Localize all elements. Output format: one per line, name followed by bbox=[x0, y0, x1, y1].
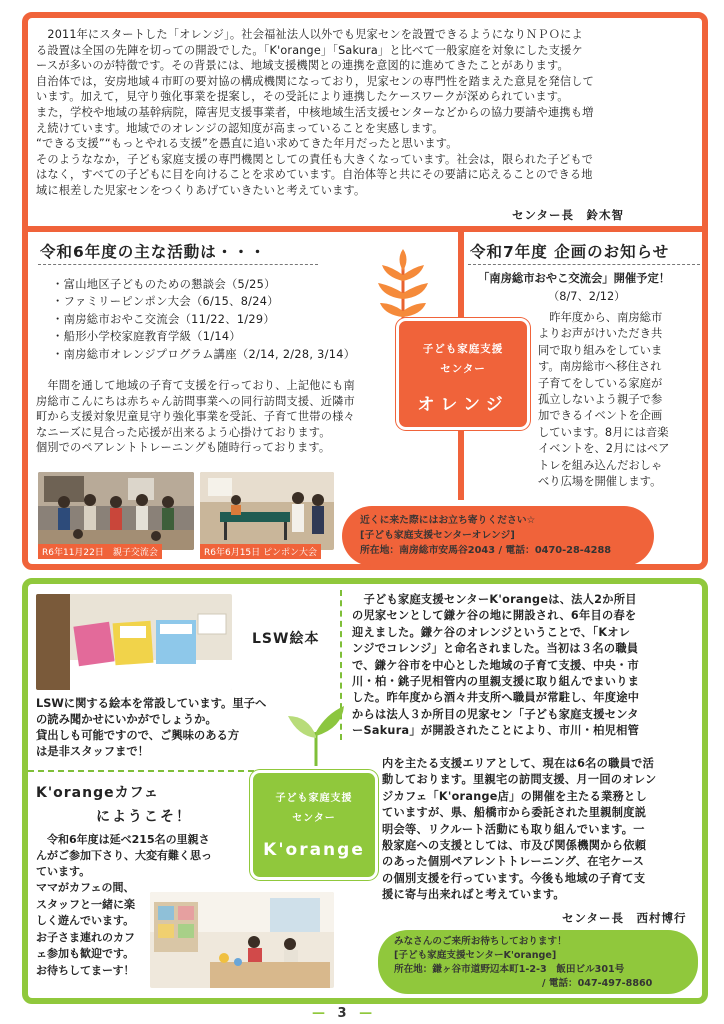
badge-line-1: 子ども家庭支援 bbox=[275, 793, 353, 804]
plan-event-title: 「南房総市おやこ交流会」開催予定！ bbox=[478, 272, 671, 285]
lsw-picture-books-photo bbox=[36, 594, 232, 690]
page-number-dash-right: — bbox=[359, 1006, 377, 1021]
plan-body-line: す。南房総市へ移住され bbox=[538, 360, 662, 374]
plan-body-line: よりお声がけいただき共 bbox=[538, 327, 663, 341]
activities-body-line: 房総市こんにちは赤ちゃん訪問事業への同行訪問支援、近隣市 bbox=[36, 394, 355, 408]
activities-heading-rule bbox=[38, 264, 318, 265]
korange-director-signature: センター長 西村博行 bbox=[562, 911, 687, 925]
plan-body-line: 昨年度から、南房総市 bbox=[538, 311, 663, 324]
plan-body-line: トレを組み込んだおしゃ bbox=[538, 458, 663, 472]
orange-horizontal-divider bbox=[28, 226, 702, 232]
orange-center-badge bbox=[396, 318, 530, 430]
pingpong-tournament-photo bbox=[200, 472, 334, 550]
korange-body-line: 川・柏・銚子児相管内の里親支援に取り組んでまいりま bbox=[352, 675, 640, 689]
badge-line-2: センター bbox=[440, 363, 486, 375]
badge-center-name: K'orange bbox=[263, 840, 365, 860]
korange-body-line: ンジでコレンジ」と命名されました。当初は３名の職員 bbox=[352, 642, 639, 656]
plan-body-line: イベントを、2月にはペア bbox=[538, 442, 670, 456]
list-item: ・南房総市おやこ交流会（11/22、1/29） bbox=[52, 312, 275, 326]
plan-body-line: 孤立しないよう親子で参 bbox=[538, 393, 663, 407]
green-horizontal-divider bbox=[28, 770, 274, 772]
cafe-side-line: スタッフと一緒に楽 bbox=[36, 897, 135, 911]
contact-line: 所在地：鎌ヶ谷市道野辺本町1-2-3 飯田ビル301号 bbox=[394, 964, 625, 975]
activities-body-line: 年間を通して地域の子育て支援を行っており、上記他にも南 bbox=[36, 379, 355, 392]
korange-contact-box bbox=[378, 930, 698, 994]
lsw-body-line: 貸出しも可能ですので、ご興味のある方 bbox=[36, 729, 240, 742]
plan-body-line: 同で取り組みをしていま bbox=[538, 343, 663, 357]
korange-body-line: ジカフェ「K'orange店」の開催を主たる業務とし bbox=[382, 789, 648, 803]
plan-body-line: 子育てをしている家庭が bbox=[538, 376, 663, 390]
cafe-side-line: しく遊んでいます。 bbox=[36, 914, 135, 927]
cafe-side-line: お待ちしてまーす！ bbox=[36, 963, 135, 977]
korange-body-line: した。昨年度から酒々井支所へ職員が常駐し、年度途中 bbox=[352, 691, 640, 705]
cafe-side-text bbox=[36, 880, 146, 979]
plan-body-line: べり広場を開催します。 bbox=[538, 475, 662, 489]
activities-body-line: 町から支援対象児童見守り強化事業を受託、子育て世帯の様々 bbox=[36, 410, 355, 424]
korange-body-line: ていますが、県、船橋市から委託された里親制度説 bbox=[382, 806, 647, 820]
badge-center-name: オレンジ bbox=[417, 395, 509, 415]
cafe-side-line: お子さま連れのカフ bbox=[36, 930, 135, 944]
korange-body-line: 迎えました。鎌ケ谷のオレンジということで、「Kオレ bbox=[352, 625, 631, 639]
korange-body-line: からは法人３か所目の児家セン「子ども家庭支援センタ bbox=[352, 707, 639, 721]
korange-body-line: で、鎌ケ谷市を中心とした地域の子育て支援、中央・市 bbox=[352, 658, 639, 672]
plan-heading-rule bbox=[468, 264, 700, 265]
activities-list bbox=[52, 276, 355, 363]
plan-body-text bbox=[538, 310, 698, 490]
list-item: ・南房総市オレンジプログラム講座（2/14, 2/28, 3/14） bbox=[52, 347, 356, 361]
contact-line: / 電話：047-497-8860 bbox=[542, 978, 653, 989]
photo-caption: R6年11月22日 親子交流会 bbox=[38, 544, 162, 559]
korange-body-line: ーSakura」が開設されたことにより、市川・柏児相管 bbox=[352, 724, 640, 738]
cafe-body-line: んがご参加下さり、大変有難く思っ bbox=[36, 849, 212, 862]
list-item: ・船形小学校家庭教育学級（1/14） bbox=[52, 330, 241, 344]
orange-director-signature: センター長 鈴木智 bbox=[512, 208, 625, 222]
korange-body-line: 動しております。里親宅の訪問支援、月一回のオレン bbox=[382, 773, 657, 787]
intro-line: 2011年にスタートした「オレンジ」。社会福祉法人以外でも児家センを設置できるようになりＮＰＯによ bbox=[36, 28, 583, 41]
intro-line: “できる支援”“もっとやれる支援”を愚直に追い求めてきた年月だったと思います。 bbox=[36, 137, 458, 151]
contact-line: みなさんのご来所お待ちしております！ bbox=[394, 936, 567, 947]
activities-heading: 令和6年度の主な活動は・・・ bbox=[40, 243, 267, 261]
orange-contact-box bbox=[342, 506, 654, 566]
contact-line: [子ども家庭支援センターオレンジ] bbox=[360, 530, 515, 541]
intro-line: る設置は全国の先陣を切っての開設でした。「K'orange」「Sakura」と比べて一般家庭を対象にした支援ケ bbox=[36, 43, 583, 57]
contact-line: 所在地：南房総市安馬谷2043 / 電話：0470-28-4288 bbox=[360, 545, 612, 556]
korange-body-line: の児家センとして鎌ケ谷の地に開設され、6年目の春を bbox=[352, 609, 637, 623]
intro-line: 域に根差した児家センをつくりあげていきたいと考えています。 bbox=[36, 183, 366, 197]
korange-body-line: 援に寄与出来ればと考えています。 bbox=[382, 888, 565, 902]
cafe-side-line: ママがカフェの間、 bbox=[36, 881, 135, 894]
list-item: ・ファミリーピンポン大会（6/15、8/24） bbox=[52, 295, 279, 309]
orange-intro-text bbox=[36, 27, 692, 199]
intro-line: え続けています。地域でのオレンジの認知度が高まっていることを実感します。 bbox=[36, 121, 444, 135]
intro-line: そのようななか，子ども家庭支援の専門機関としての責任も大きくなっています。社会は，限られた子どもで bbox=[36, 152, 594, 166]
korange-body-line: 明会等、リクルート活動にも取り組んでいます。一 bbox=[382, 822, 645, 836]
badge-line-2: センター bbox=[292, 813, 336, 824]
leaf-sprout-icon bbox=[286, 702, 346, 766]
lsw-body-line: LSWに関する絵本を常設しています。里子へ bbox=[36, 697, 267, 710]
badge-line-1: 子ども家庭支援 bbox=[422, 343, 504, 355]
plan-body-line: 加できるイベントを企画 bbox=[538, 409, 663, 423]
list-item: ・富山地区子どものための懇談会（5/25） bbox=[52, 278, 276, 291]
plan-body-line: しています。8月には音楽 bbox=[538, 425, 669, 439]
plan-heading: 令和7年度 企画のお知らせ bbox=[470, 243, 670, 261]
activities-body-text bbox=[36, 378, 376, 456]
page-number-value: 3 bbox=[337, 1006, 351, 1021]
cafe-heading-line-2: にようこそ！ bbox=[96, 809, 192, 825]
intro-line: はなく，すべての子どもに目を向けることを求めています。自治体等と共にその要請に応えることのできる地 bbox=[36, 168, 593, 182]
korange-body-line: の個別支援を行っています。今後も地域の子育て支 bbox=[382, 871, 646, 885]
cafe-heading-line-1: K'orangeカフェ bbox=[36, 785, 159, 801]
korange-body-line: 子ども家庭支援センターK'orangeは、法人2か所目 bbox=[352, 593, 637, 606]
contact-line: [子ども家庭支援センターK'orange] bbox=[394, 950, 557, 961]
photo-caption: R6年6月15日 ピンポン大会 bbox=[200, 544, 321, 559]
cafe-side-line: ェ参加も歓迎です。 bbox=[36, 947, 135, 960]
activities-body-line: 個別でのペアレントトレーニングも随時行っております。 bbox=[36, 441, 331, 455]
intro-line: ースが多いのが特徴です。その背景には、地域支援機関との連携を意図的に進めてきたことがあります。 bbox=[36, 59, 569, 73]
intro-line: 自治体では，安房地域４市町の要対協の構成機関になっており，児家センの専門性を踏まえた意見を発信して bbox=[36, 74, 594, 88]
lsw-body-line: は是非スタッフまで！ bbox=[36, 745, 149, 758]
korange-body-line: 内を主たる支援エリアとして、現在は6名の職員で活 bbox=[382, 757, 655, 770]
lsw-heading: LSW絵本 bbox=[252, 631, 320, 647]
korange-body-line: 般家庭への支援としては、市及び関係機関から依頼 bbox=[382, 839, 647, 853]
intro-line: また，学校や地域の基幹病院，障害児支援事業者，中核地域生活支援センターなどからの協力要請や連携も増 bbox=[36, 105, 594, 119]
cafe-play-area-photo bbox=[150, 892, 334, 988]
korange-body-line: のあった個別ペアレントトレーニング、在宅ケース bbox=[382, 855, 645, 869]
lsw-body-line: の読み聞かせにいかがでしょうか。 bbox=[36, 713, 217, 726]
page-number bbox=[312, 1006, 376, 1021]
intro-line: います。加えて，見守り強化事業を提案し，その受託により連携したケースワークが深められています。 bbox=[36, 90, 569, 104]
parent-child-event-photo bbox=[38, 472, 194, 550]
contact-line: 近くに来た際にはお立ち寄りください☆ bbox=[360, 515, 536, 526]
page-number-dash-left: — bbox=[312, 1006, 329, 1021]
korange-body-text bbox=[352, 592, 700, 740]
cafe-body-line: ています。 bbox=[36, 865, 91, 878]
plan-event-dates: （8/7、2/12） bbox=[548, 290, 626, 303]
cafe-body-line: 令和6年度は延べ215名の里親さ bbox=[36, 833, 210, 846]
korange-body-text-continued bbox=[382, 756, 700, 904]
korange-center-badge bbox=[250, 770, 378, 880]
activities-body-line: なニーズに見合った応援が出来るよう心掛けております。 bbox=[36, 425, 331, 439]
cafe-body-text bbox=[36, 832, 246, 880]
